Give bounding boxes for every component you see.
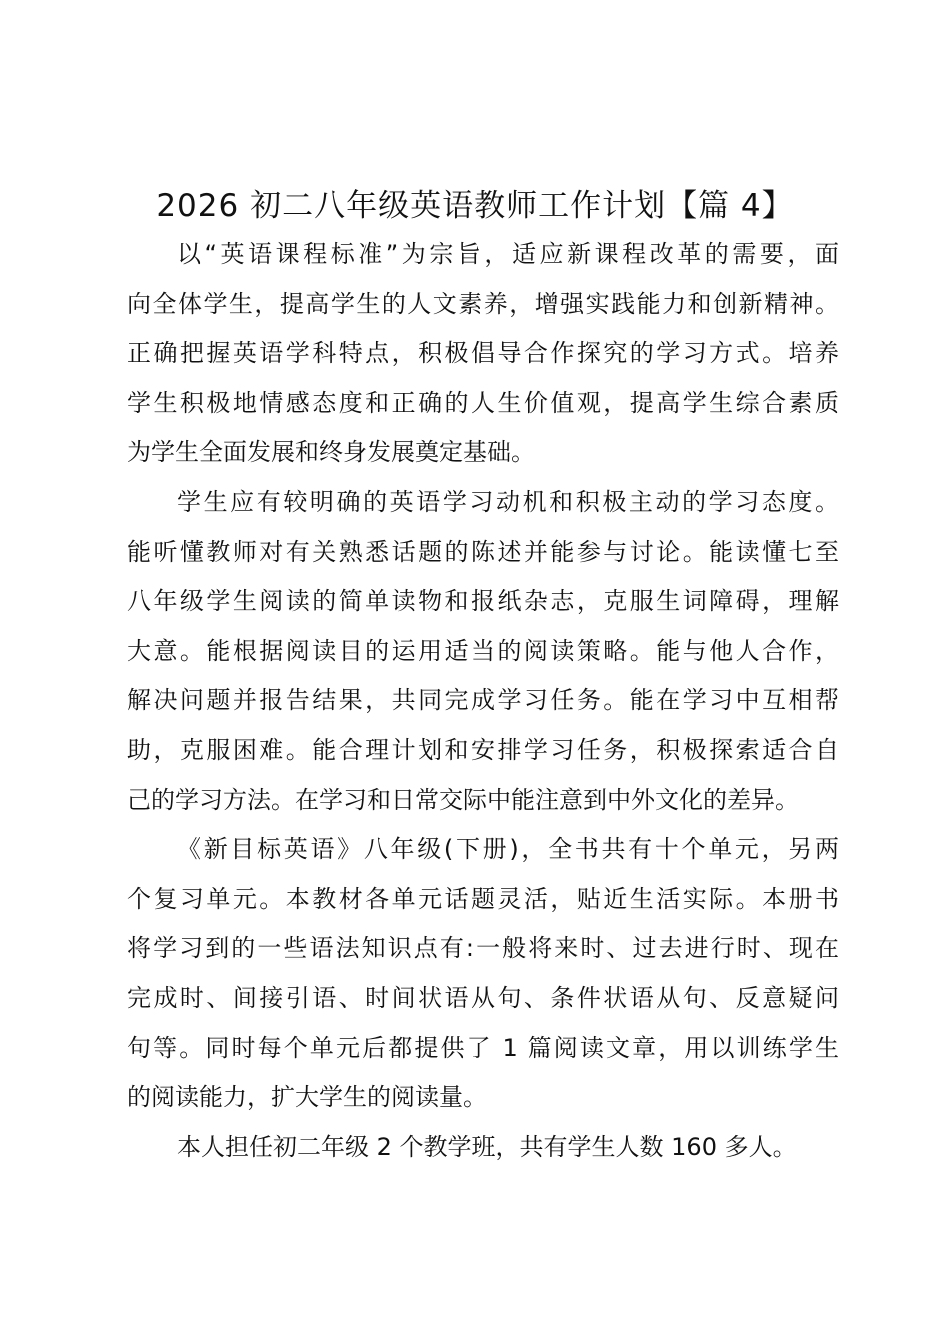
- text-line: 将学习到的一些语法知识点有:一般将来时、过去进行时、现在: [127, 934, 839, 963]
- text-line: 为学生全面发展和终身发展奠定基础。: [127, 438, 535, 467]
- text-line: 解决问题并报告结果，共同完成学习任务。能在学习中互相帮: [127, 686, 839, 715]
- text-line: 以“英语课程标准”为宗旨，适应新课程改革的需要，面: [177, 240, 839, 268]
- text-line: 的阅读能力，扩大学生的阅读量。: [127, 1083, 487, 1112]
- text-line: 完成时、间接引语、时间状语从句、条件状语从句、反意疑问: [127, 983, 839, 1012]
- text-line: 己的学习方法。在学习和日常交际中能注意到中外文化的差异。: [127, 785, 799, 814]
- document-body: [127, 230, 839, 1172]
- document-title: 2026 初二八年级英语教师工作计划【篇 4】: [156, 188, 794, 224]
- text-line: 学生积极地情感态度和正确的人生价值观，提高学生综合素质: [127, 388, 839, 417]
- text-line: 学生应有较明确的英语学习动机和积极主动的学习态度。: [177, 487, 839, 516]
- paragraph-4: [127, 1123, 839, 1173]
- text-line: 八年级学生阅读的简单读物和报纸杂志，克服生词障碍，理解: [127, 587, 839, 616]
- paragraph-3: [127, 825, 839, 1123]
- text-line: 个复习单元。本教材各单元话题灵活，贴近生活实际。本册书: [127, 884, 839, 913]
- paragraph-2: [127, 478, 839, 825]
- text-line: 《新目标英语》八年级(下册)，全书共有十个单元，另两: [177, 835, 839, 864]
- text-line: 能听懂教师对有关熟悉话题的陈述并能参与讨论。能读懂七至: [127, 537, 839, 566]
- text-line: 句等。同时每个单元后都提供了 1 篇阅读文章，用以训练学生: [127, 1033, 839, 1062]
- text-line: 向全体学生，提高学生的人文素养，增强实践能力和创新精神。: [127, 289, 839, 318]
- text-line: 助，克服困难。能合理计划和安排学习任务，积极探索适合自: [127, 735, 839, 764]
- text-line: 大意。能根据阅读目的运用适当的阅读策略。能与他人合作，: [127, 636, 839, 665]
- text-line: 本人担任初二年级 2 个教学班，共有学生人数 160 多人。: [177, 1132, 797, 1161]
- paragraph-1: [127, 230, 839, 478]
- text-line: 正确把握英语学科特点，积极倡导合作探究的学习方式。培养: [127, 339, 839, 368]
